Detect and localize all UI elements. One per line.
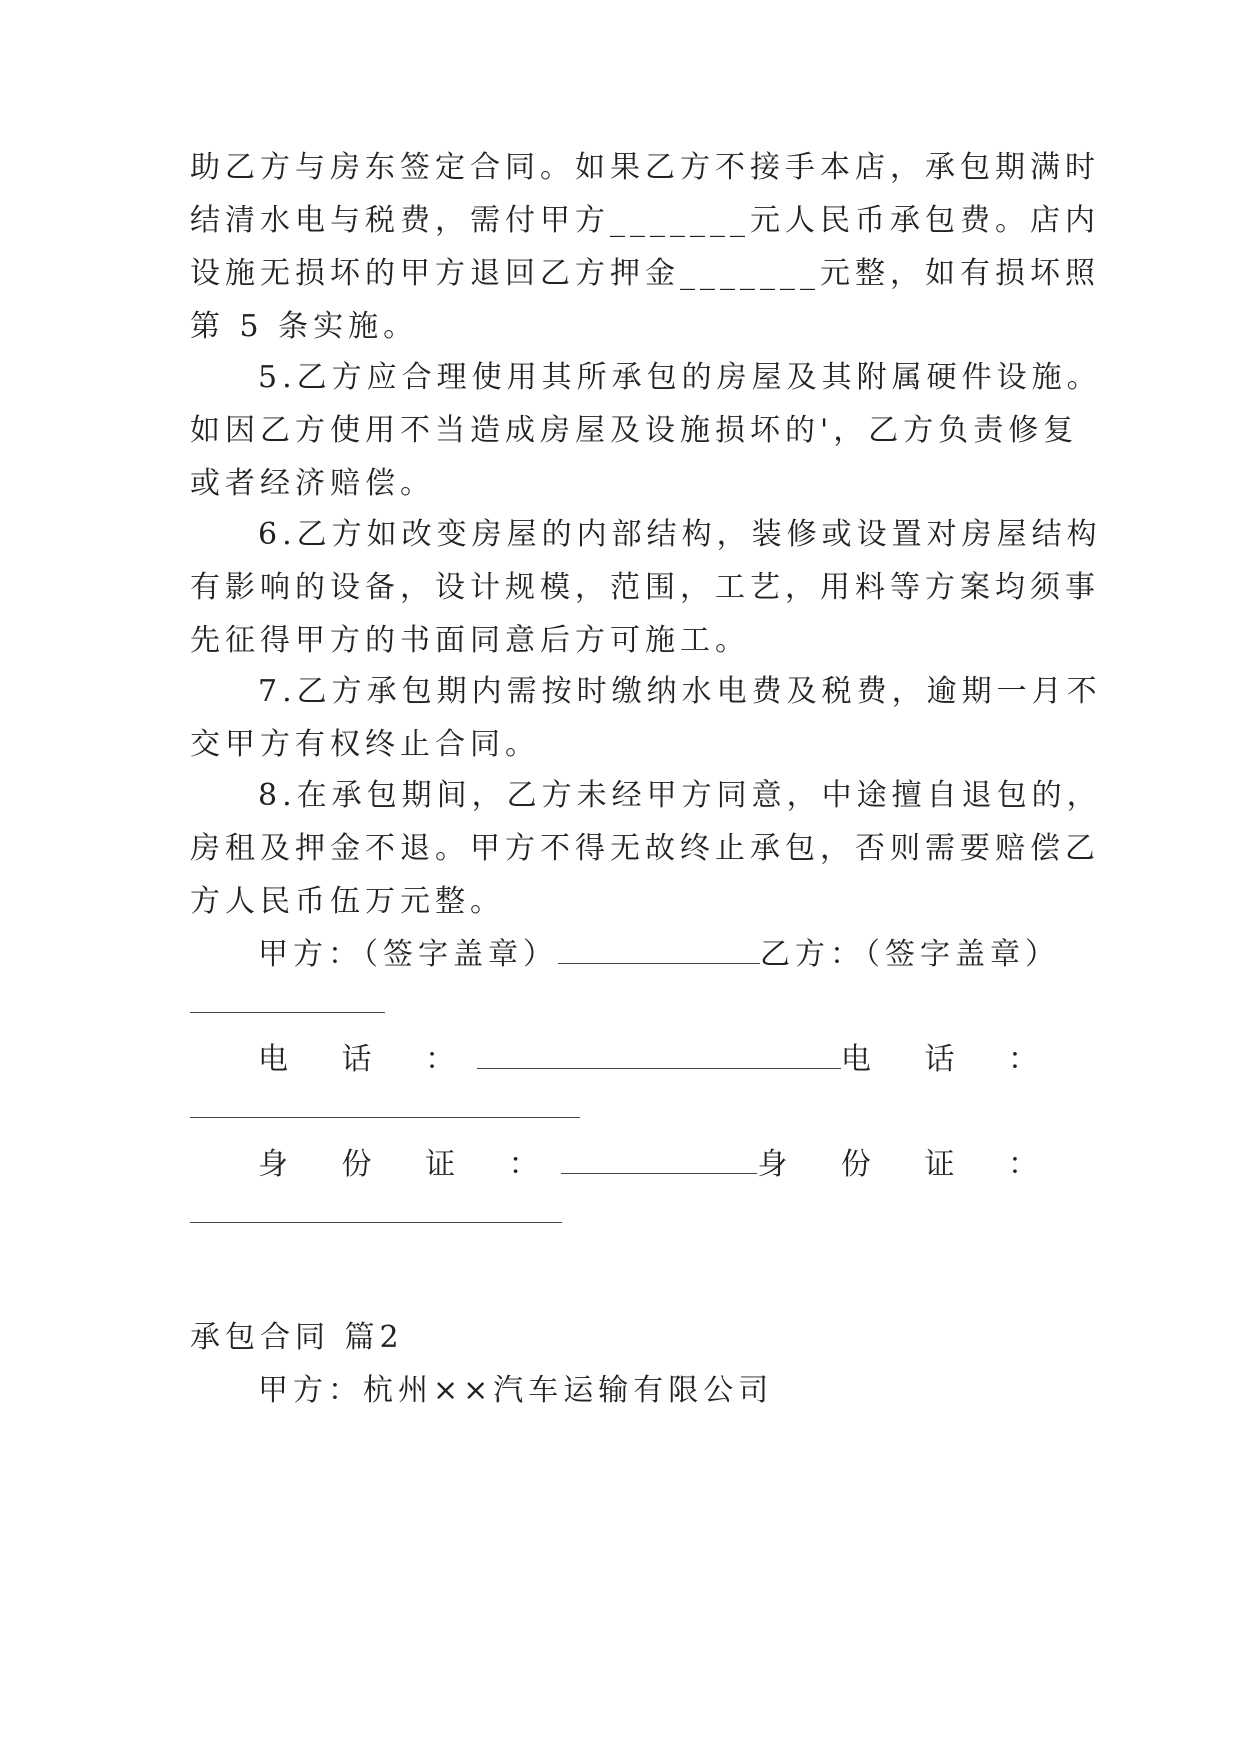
party-a-phone-label: 电 话 ： [258, 1042, 478, 1077]
paragraph-line: 交甲方有权终止合同。 [190, 727, 540, 762]
phone-row [258, 1038, 1060, 1080]
signature-row [258, 933, 1060, 975]
clause-8-line: 8.在承包期间，乙方未经甲方同意，中途擅自退包的， [258, 778, 1102, 813]
paragraph-line: 先征得甲方的书面同意后方可施工。 [190, 623, 750, 658]
clause-6-line: 6.乙方如改变房屋的内部结构，装修或设置对房屋结构 [258, 517, 1102, 552]
clause-7-line: 7.乙方承包期内需按时缴纳水电费及税费，逾期一月不 [258, 674, 1102, 709]
section-title: 承包合同 篇2 [190, 1320, 404, 1355]
paragraph-line: 有影响的设备，设计规模，范围，工艺，用料等方案均须事 [190, 570, 1100, 605]
party-b-signature-blank[interactable] [190, 1012, 385, 1013]
paragraph-line: 设施无损坏的甲方退回乙方押金_______元整，如有损坏照 [190, 256, 1100, 291]
party-b-phone-label: 电 话 ： [840, 1042, 1060, 1077]
party-a-id-label: 身 份 证 ： [258, 1147, 561, 1182]
party-a-signature-blank[interactable] [558, 933, 760, 964]
party-b-id-blank[interactable] [190, 1222, 562, 1223]
party-b-signature-label: 乙方：（签字盖章） [760, 937, 1060, 972]
clause-5-line: 5.乙方应合理使用其所承包的房屋及其附属硬件设施。 [258, 360, 1102, 395]
party-b-id-label: 身 份 证 ： [757, 1147, 1060, 1182]
party-b-phone-blank[interactable] [190, 1117, 580, 1118]
paragraph-line: 助乙方与房东签定合同。如果乙方不接手本店，承包期满时 [190, 150, 1100, 185]
paragraph-line: 方人民币伍万元整。 [190, 884, 505, 919]
paragraph-line: 结清水电与税费，需付甲方_______元人民币承包费。店内 [190, 203, 1100, 238]
paragraph-line: 如因乙方使用不当造成房屋及设施损坏的'，乙方负责修复 [190, 413, 1079, 448]
party-a-id-blank[interactable] [561, 1143, 758, 1174]
paragraph-line: 或者经济赔偿。 [190, 466, 435, 501]
party-a-phone-blank[interactable] [477, 1038, 841, 1069]
id-row [258, 1143, 1060, 1185]
party-a-signature-label: 甲方：（签字盖章） [258, 937, 558, 972]
party-a-company: 甲方：杭州××汽车运输有限公司 [258, 1373, 774, 1408]
paragraph-line: 第 5 条实施。 [190, 309, 419, 344]
paragraph-line: 房租及押金不退。甲方不得无故终止承包，否则需要赔偿乙 [190, 831, 1100, 866]
